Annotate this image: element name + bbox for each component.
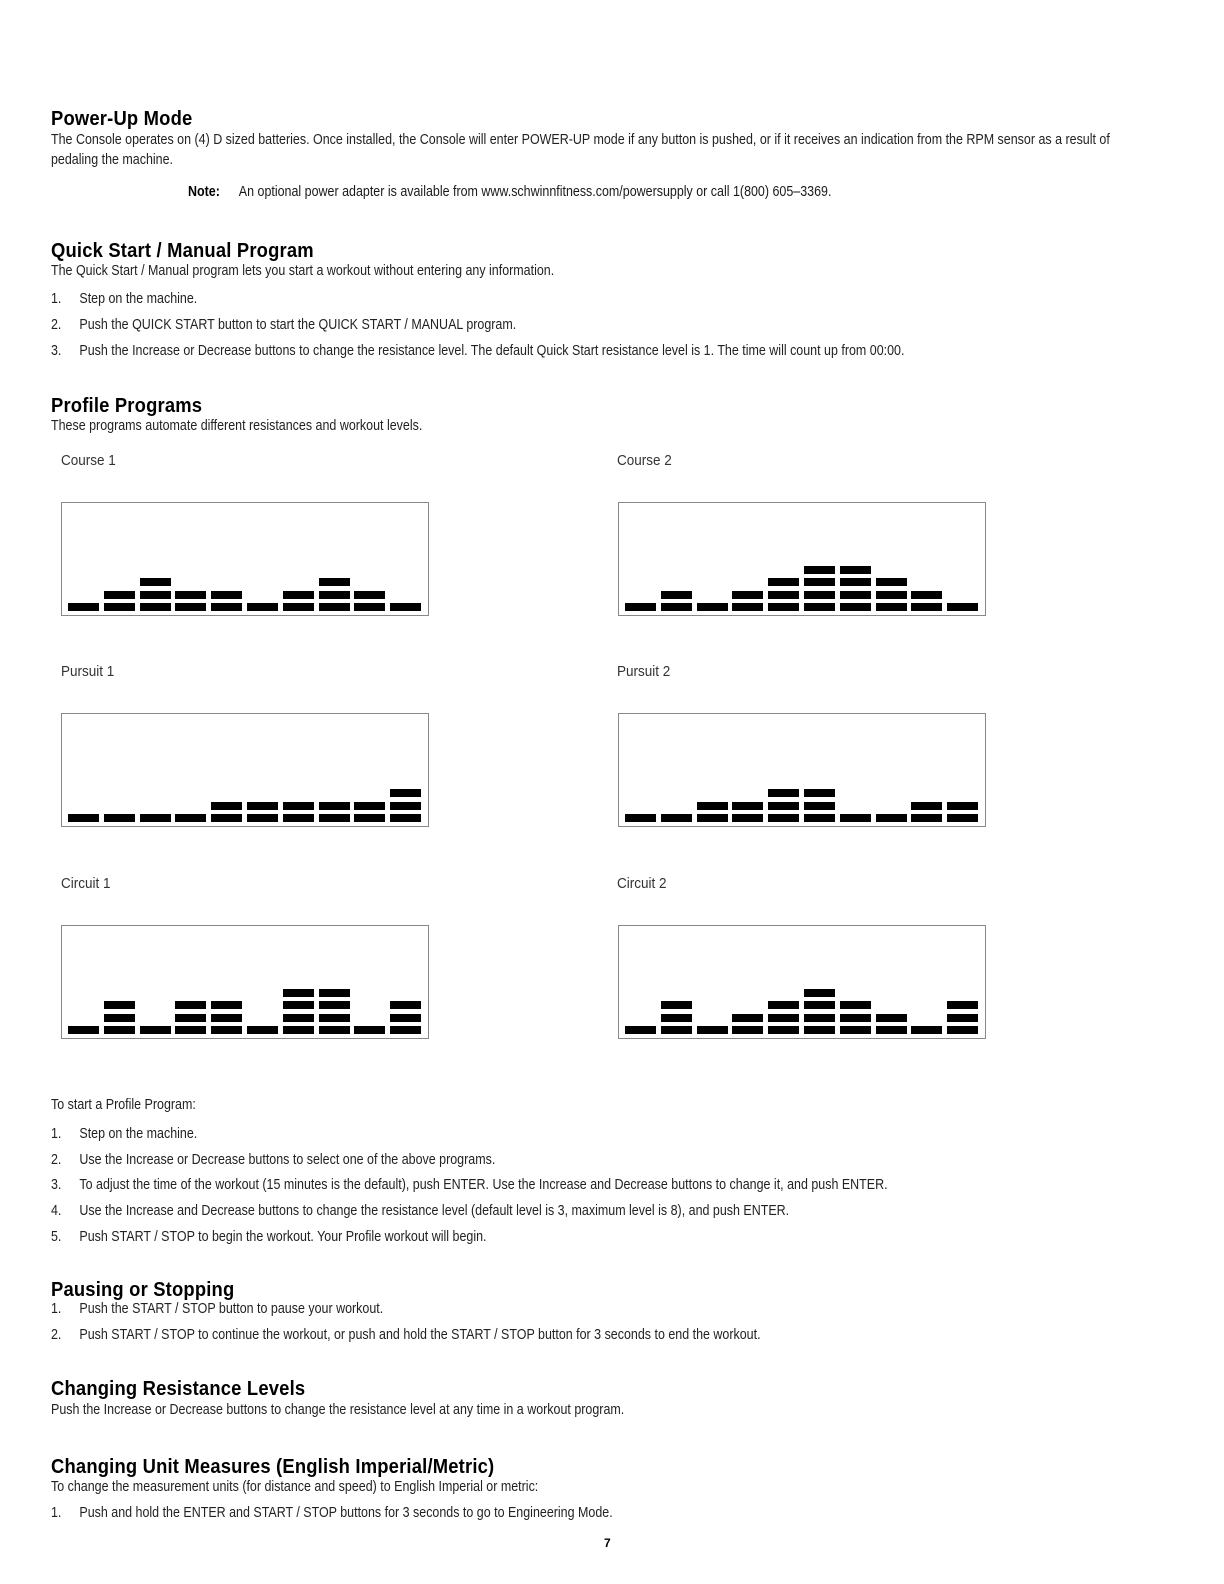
profile-bar-segment [947,1026,978,1034]
profile-bar-segment [768,789,799,797]
profile-chart-pursuit-1 [61,713,429,827]
list-item [51,1126,197,1142]
note-label: Note: [188,184,220,200]
profile-bar-segment [140,603,171,611]
profile-bar-segment [319,814,350,822]
profile-bar-segment [319,591,350,599]
profile-bar-segment [661,603,692,611]
profile-bar-segment [661,1014,692,1022]
profile-bar-segment [840,1001,871,1009]
list-number: 3. [51,1177,62,1193]
list-text: Step on the machine. [79,1126,198,1142]
profile-bar-segment [947,1001,978,1009]
power-adapter-note [188,184,831,200]
profile-bar-segment [104,1026,135,1034]
list-item [51,291,197,307]
list-number: 5. [51,1229,62,1245]
list-number: 1. [51,1126,62,1142]
profile-bar-segment [104,1014,135,1022]
list-item [51,1229,486,1245]
profile-bar-segment [697,802,728,810]
profile-bar-segment [732,814,763,822]
power-up-heading: Power-Up Mode [51,108,193,130]
profile-bar-segment [175,1014,206,1022]
list-number: 4. [51,1203,62,1219]
profile-bar-segment [247,802,278,810]
list-item [51,1177,888,1193]
list-number: 3. [51,343,62,359]
list-number: 1. [51,1301,62,1317]
list-number: 1. [51,1505,62,1521]
page-number: 7 [604,1536,611,1550]
profile-bar-segment [283,603,314,611]
profile-bar-segment [876,591,907,599]
profile-bar-segment [804,603,835,611]
profile-bar-segment [876,1026,907,1034]
profile-bar-segment [354,1026,385,1034]
chart-label-course-1: Course 1 [61,452,116,469]
profile-bar-segment [840,814,871,822]
profile-bar-segment [804,1014,835,1022]
note-text: An optional power adapter is available from www.schwinnfitness.com/powersupply or call 1(800) 605–3369. [238,184,832,200]
chart-label-pursuit-2: Pursuit 2 [617,663,671,680]
list-number: 2. [51,317,62,333]
profile-start-label: To start a Profile Program: [51,1097,196,1113]
chart-label-pursuit-1: Pursuit 1 [61,663,115,680]
profile-bar-segment [390,1001,421,1009]
profile-bar-segment [804,1026,835,1034]
profile-bar-segment [175,591,206,599]
profile-bar-segment [840,1014,871,1022]
profile-bar-segment [104,603,135,611]
profile-chart-circuit-2 [618,925,986,1039]
profile-bar-segment [175,1001,206,1009]
profile-bar-segment [732,1014,763,1022]
profile-bar-segment [804,1001,835,1009]
profile-bar-segment [876,1014,907,1022]
list-item [51,1301,383,1317]
profile-bar-segment [211,591,242,599]
profile-bar-segment [840,566,871,574]
profile-bar-segment [211,603,242,611]
units-heading: Changing Unit Measures (English Imperial/Metric) [51,1456,495,1478]
list-text: Push the Increase or Decrease buttons to change the resistance level. The default Quick Start resistance level is 1. The time will count up from 00:00. [79,343,905,359]
profile-bar-segment [283,1014,314,1022]
profile-bar-segment [661,1001,692,1009]
profile-bar-segment [104,814,135,822]
profile-programs-heading: Profile Programs [51,395,203,417]
list-text: Use the Increase or Decrease buttons to select one of the above programs. [79,1152,496,1168]
list-text: Use the Increase and Decrease buttons to change the resistance level (default level is 3, maximum level is 8), and push ENTER. [79,1203,790,1219]
profile-bar-segment [732,603,763,611]
list-number: 2. [51,1327,62,1343]
profile-chart-course-2 [618,502,986,616]
profile-bar-segment [354,814,385,822]
profile-bar-segment [840,578,871,586]
profile-bar-segment [140,1026,171,1034]
list-text: Step on the machine. [79,291,198,307]
profile-bar-segment [247,603,278,611]
profile-bar-segment [354,802,385,810]
profile-bar-segment [804,591,835,599]
profile-bar-segment [625,1026,656,1034]
profile-bar-segment [211,1001,242,1009]
profile-bar-segment [768,814,799,822]
profile-bar-segment [283,814,314,822]
list-item [51,343,904,359]
profile-bar-segment [768,1026,799,1034]
chart-label-course-2: Course 2 [617,452,672,469]
list-number: 2. [51,1152,62,1168]
profile-bar-segment [211,1014,242,1022]
profile-bar-segment [697,1026,728,1034]
profile-bar-segment [319,1014,350,1022]
profile-bar-segment [175,814,206,822]
profile-bar-segment [625,603,656,611]
profile-bar-segment [390,789,421,797]
profile-bar-segment [947,1014,978,1022]
profile-bar-segment [732,802,763,810]
profile-bar-segment [911,1026,942,1034]
profile-bar-segment [804,814,835,822]
profile-bar-segment [697,814,728,822]
profile-bar-segment [175,1026,206,1034]
chart-label-circuit-2: Circuit 2 [617,875,667,892]
profile-chart-pursuit-2 [618,713,986,827]
profile-bar-segment [354,591,385,599]
list-item [51,317,516,333]
profile-programs-intro: These programs automate different resistances and workout levels. [51,418,423,434]
profile-bar-segment [390,802,421,810]
profile-bar-segment [840,1026,871,1034]
profile-bar-segment [319,578,350,586]
profile-bar-segment [68,1026,99,1034]
profile-bar-segment [768,603,799,611]
profile-bar-segment [211,802,242,810]
profile-bar-segment [140,814,171,822]
profile-bar-segment [283,1026,314,1034]
list-text: Push and hold the ENTER and START / STOP buttons for 3 seconds to go to Engineering Mode. [79,1505,613,1521]
profile-bar-segment [947,802,978,810]
list-text: To adjust the time of the workout (15 minutes is the default), push ENTER. Use the Increase and Decrease buttons to change it, and push ENTER. [79,1177,888,1193]
list-item [51,1505,613,1521]
profile-bar-segment [876,814,907,822]
profile-bar-segment [625,814,656,822]
list-number: 1. [51,291,62,307]
profile-bar-segment [840,591,871,599]
list-text: Push START / STOP to begin the workout. Your Profile workout will begin. [79,1229,487,1245]
profile-bar-segment [732,591,763,599]
list-text: Push the START / STOP button to pause your workout. [79,1301,384,1317]
units-paragraph: To change the measurement units (for distance and speed) to English Imperial or metric: [51,1479,539,1495]
profile-bar-segment [911,802,942,810]
profile-bar-segment [768,1001,799,1009]
profile-bar-segment [283,802,314,810]
profile-bar-segment [840,603,871,611]
profile-bar-segment [768,802,799,810]
profile-bar-segment [947,814,978,822]
profile-chart-circuit-1 [61,925,429,1039]
profile-bar-segment [804,789,835,797]
resistance-paragraph: Push the Increase or Decrease buttons to change the resistance level at any time in a workout program. [51,1402,625,1418]
profile-bar-segment [283,1001,314,1009]
profile-bar-segment [911,814,942,822]
profile-bar-segment [768,578,799,586]
profile-bar-segment [697,603,728,611]
profile-bar-segment [804,578,835,586]
profile-bar-segment [947,603,978,611]
profile-bar-segment [911,603,942,611]
profile-bar-segment [804,989,835,997]
profile-bar-segment [804,566,835,574]
profile-bar-segment [68,814,99,822]
list-item [51,1203,789,1219]
list-item [51,1152,495,1168]
profile-bar-segment [104,591,135,599]
profile-bar-segment [876,578,907,586]
profile-bar-segment [768,591,799,599]
profile-bar-segment [390,1014,421,1022]
profile-bar-segment [175,603,206,611]
profile-bar-segment [283,989,314,997]
profile-bar-segment [319,1001,350,1009]
pausing-heading: Pausing or Stopping [51,1279,235,1301]
profile-bar-segment [390,814,421,822]
resistance-heading: Changing Resistance Levels [51,1378,306,1400]
profile-bar-segment [390,603,421,611]
profile-bar-segment [911,591,942,599]
list-text: Push the QUICK START button to start the QUICK START / MANUAL program. [79,317,517,333]
profile-bar-segment [140,591,171,599]
profile-bar-segment [390,1026,421,1034]
profile-bar-segment [661,814,692,822]
profile-bar-segment [104,1001,135,1009]
profile-bar-segment [804,802,835,810]
profile-bar-segment [211,814,242,822]
list-text: Push START / STOP to continue the workout, or push and hold the START / STOP button for 3 seconds to end the workout. [79,1327,761,1343]
profile-bar-segment [140,578,171,586]
quick-start-heading: Quick Start / Manual Program [51,240,314,262]
profile-bar-segment [661,1026,692,1034]
profile-bar-segment [768,1014,799,1022]
profile-bar-segment [661,591,692,599]
profile-bar-segment [247,1026,278,1034]
profile-bar-segment [319,1026,350,1034]
profile-bar-segment [876,603,907,611]
profile-bar-segment [354,603,385,611]
chart-label-circuit-1: Circuit 1 [61,875,111,892]
profile-bar-segment [247,814,278,822]
quick-start-intro: The Quick Start / Manual program lets you start a workout without entering any information. [51,263,555,279]
profile-bar-segment [68,603,99,611]
profile-bar-segment [319,802,350,810]
profile-bar-segment [319,989,350,997]
profile-bar-segment [732,1026,763,1034]
power-up-paragraph: The Console operates on (4) D sized batteries. Once installed, the Console will enter POWER-UP mode if any button is pushed, or if it receives an indication from the RPM sensor as a result of pedaling the machine. [51,132,1110,168]
profile-bar-segment [283,591,314,599]
profile-bar-segment [319,603,350,611]
list-item [51,1327,761,1343]
profile-chart-course-1 [61,502,429,616]
profile-bar-segment [211,1026,242,1034]
